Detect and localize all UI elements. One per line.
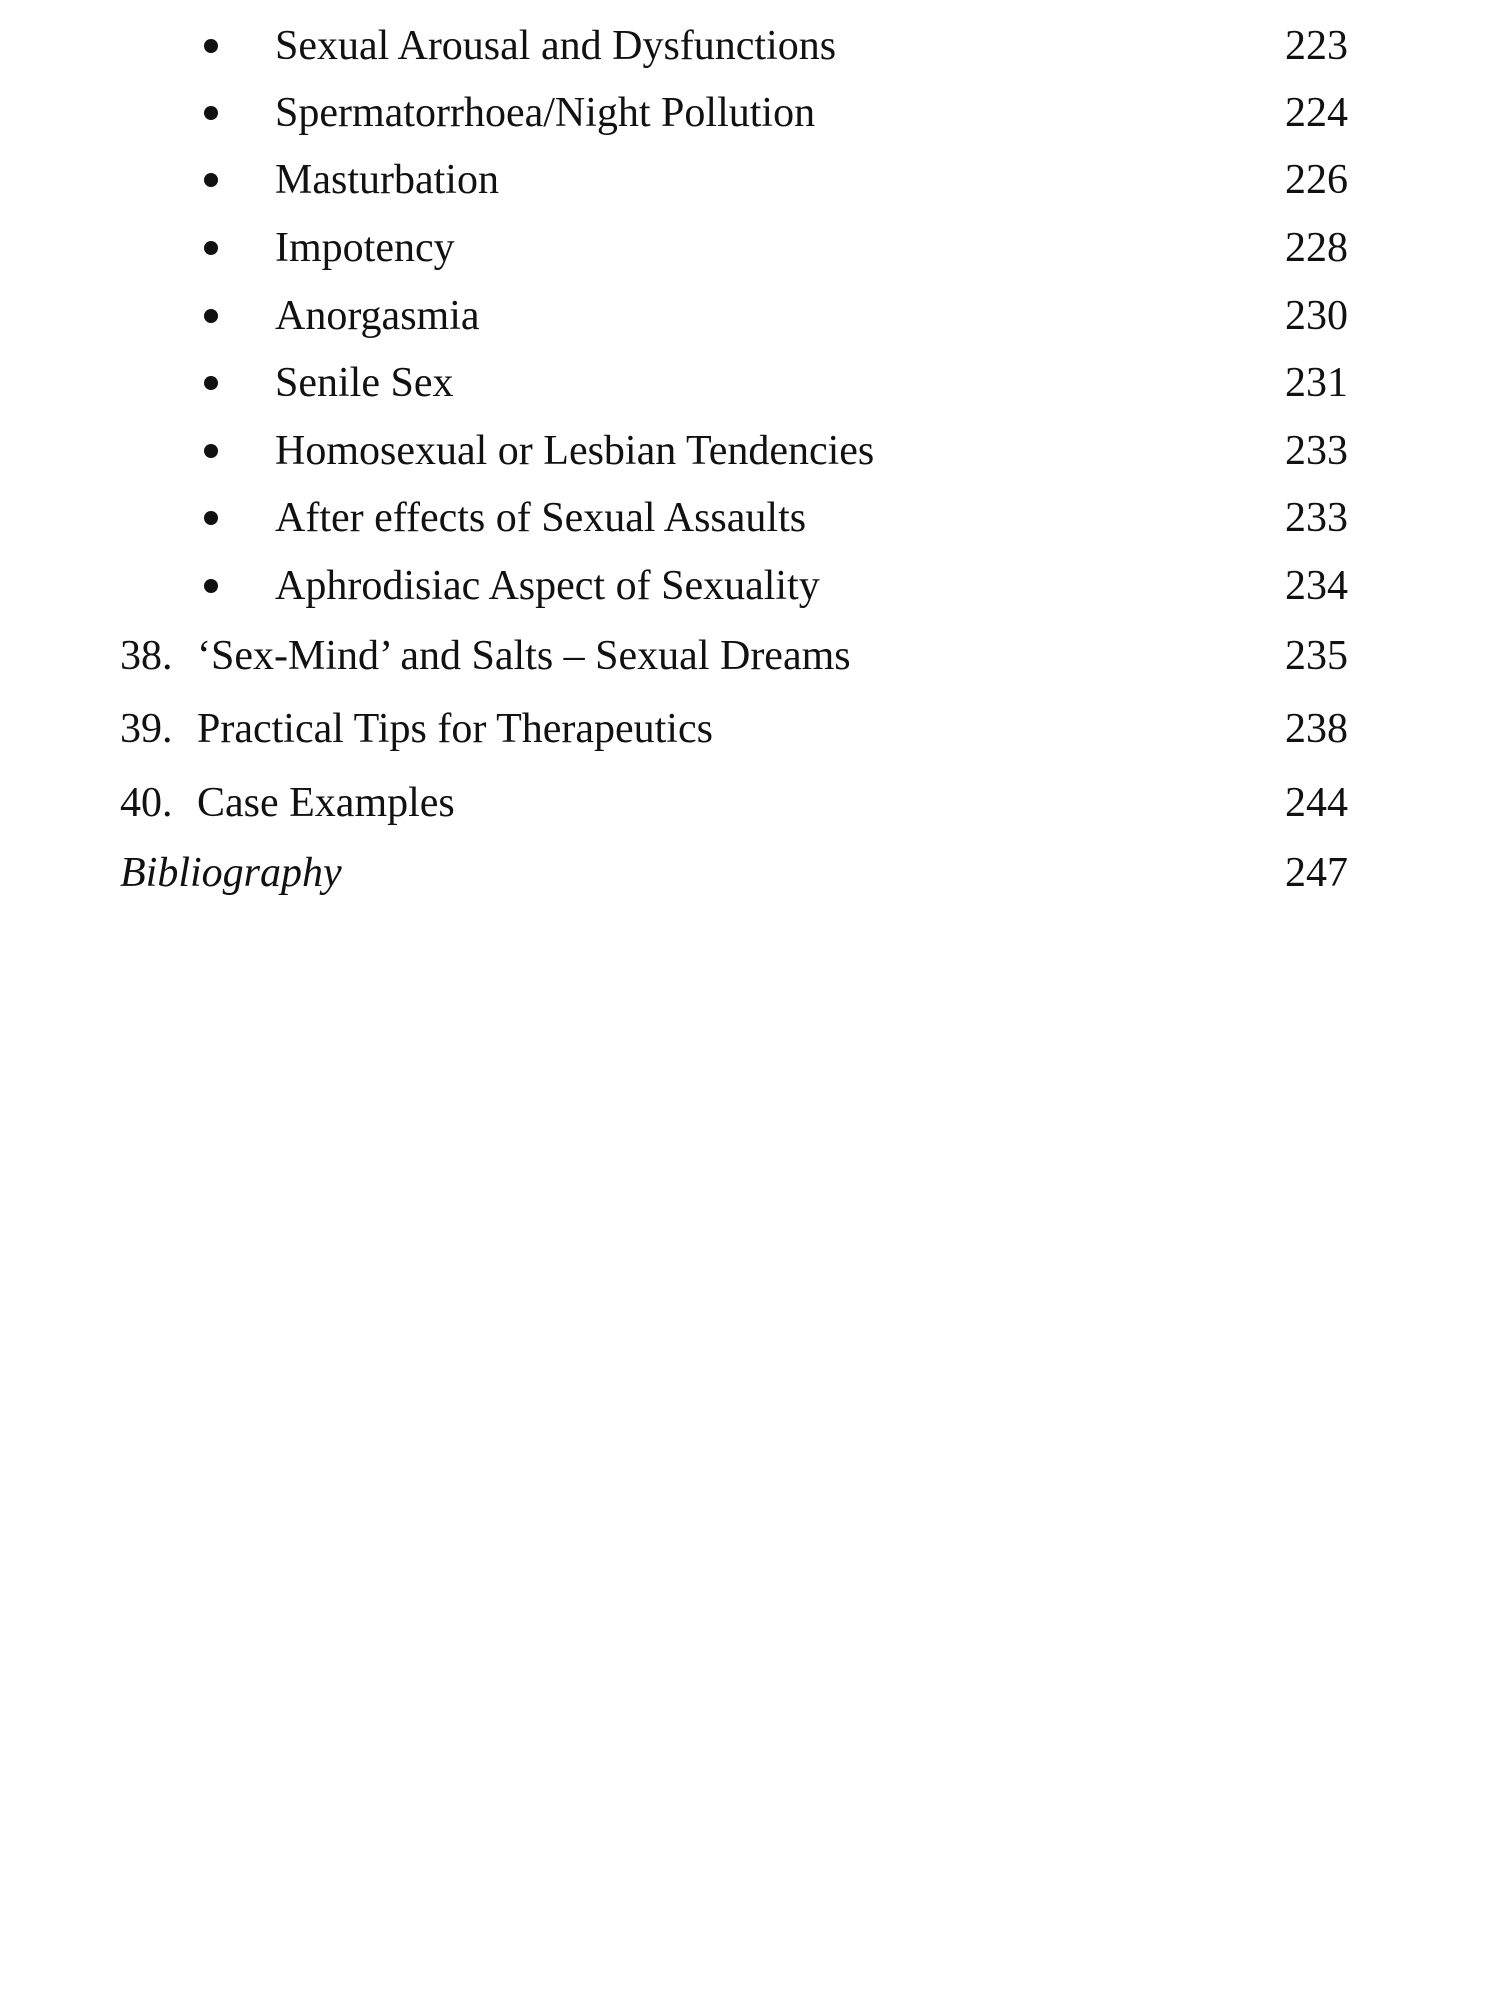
toc-subitem-title: Impotency [275, 225, 455, 271]
toc-bibliography [0, 843, 1500, 903]
toc-chapter-number: 38. [120, 633, 173, 679]
toc-page-number: 234 [1285, 563, 1348, 609]
toc-chapter [0, 773, 1500, 833]
toc-subitem [0, 488, 1500, 548]
bullet-icon [196, 150, 226, 210]
bullet-icon [196, 488, 226, 548]
bullet-icon [196, 421, 226, 481]
toc-chapter-number: 39. [120, 706, 173, 752]
toc-page-number: 224 [1285, 90, 1348, 136]
toc-subitem [0, 83, 1500, 143]
toc-page-number: 238 [1285, 706, 1348, 752]
toc-subitem-title: Aphrodisiac Aspect of Sexuality [275, 563, 820, 609]
toc-page-number: 233 [1285, 428, 1348, 474]
toc-page-number: 235 [1285, 633, 1348, 679]
toc-subitem-title: After effects of Sexual Assaults [275, 495, 807, 541]
toc-subitem-title: Spermatorrhoea/Night Pollution [275, 90, 816, 136]
bullet-icon [196, 16, 226, 76]
toc-subitem [0, 556, 1500, 616]
toc-subitem [0, 286, 1500, 346]
toc-subitem [0, 218, 1500, 278]
toc-page-number: 226 [1285, 157, 1348, 203]
toc-page-number: 233 [1285, 495, 1348, 541]
toc-subitem [0, 421, 1500, 481]
toc-chapter [0, 626, 1500, 686]
toc-subitem-title: Masturbation [275, 157, 499, 203]
toc-chapter-title: ‘Sex-Mind’ and Salts – Sexual Dreams [197, 633, 851, 679]
bullet-icon [196, 556, 226, 616]
toc-subitem-title: Sexual Arousal and Dysfunctions [275, 23, 837, 69]
toc-bibliography-title: Bibliography [120, 850, 342, 896]
toc-chapter-title: Practical Tips for Therapeutics [197, 706, 713, 752]
toc-page-number: 231 [1285, 360, 1348, 406]
toc-chapter-title: Case Examples [197, 780, 455, 826]
toc-page-number: 228 [1285, 225, 1348, 271]
toc-page-number: 223 [1285, 23, 1348, 69]
toc-page-number: 247 [1285, 850, 1348, 896]
bullet-icon [196, 83, 226, 143]
toc-subitem [0, 353, 1500, 413]
toc-subitem [0, 150, 1500, 210]
toc-page-number: 230 [1285, 293, 1348, 339]
toc-page-number: 244 [1285, 780, 1348, 826]
toc-subitem-title: Anorgasmia [275, 293, 480, 339]
bullet-icon [196, 218, 226, 278]
toc-subitem [0, 16, 1500, 76]
bullet-icon [196, 286, 226, 346]
toc-subitem-title: Homosexual or Lesbian Tendencies [275, 428, 875, 474]
toc-subitem-title: Senile Sex [275, 360, 454, 406]
bullet-icon [196, 353, 226, 413]
toc-chapter-number: 40. [120, 780, 173, 826]
toc-chapter [0, 699, 1500, 759]
